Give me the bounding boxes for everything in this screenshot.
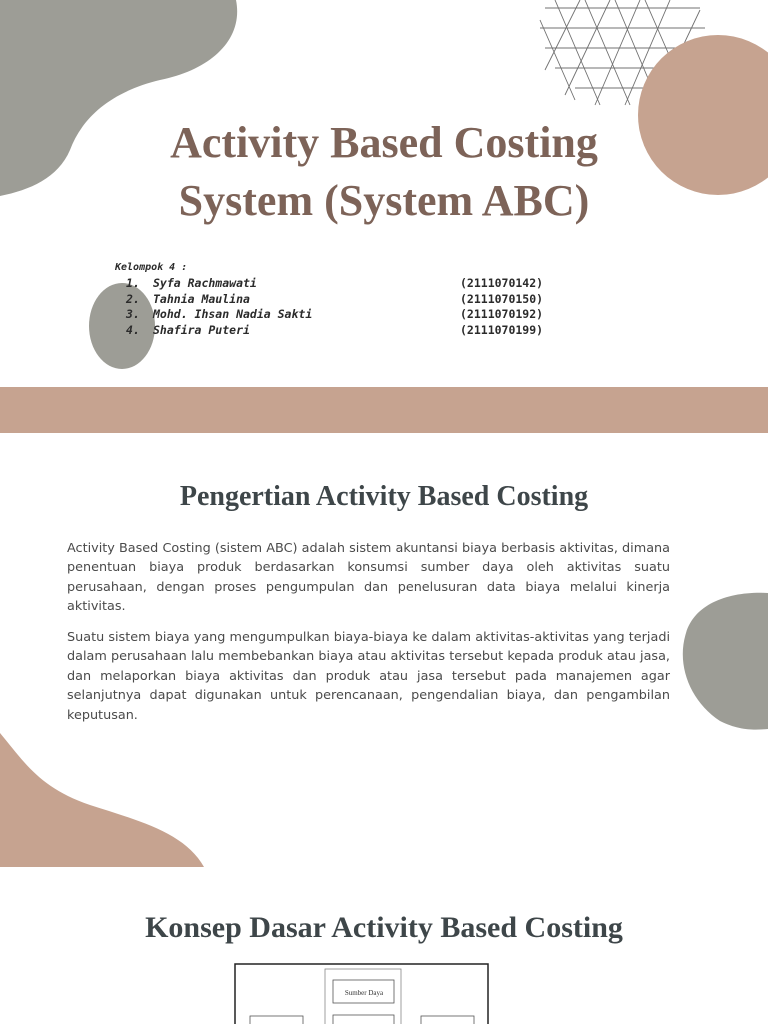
member-name: Tahnia Maulina [153,291,250,306]
concept-slide [0,867,768,1024]
definition-slide [0,433,768,867]
member-number: 1. [126,276,140,290]
tan-blob-bottom-left [0,733,204,867]
title-slide [0,0,768,387]
member-nim: (2111070199) [460,322,544,337]
member-list [115,262,544,338]
definition-paragraph-1: Activity Based Costing (sistem ABC) adalah sistem akuntansi biaya berbasis aktivitas, dimana penentuan biaya produk berdasarkan konsumsi sumber daya oleh aktivitas suatu perusahaan, dengan proses pengumpulan dan penelusuran data biaya melalui kinerja aktivitas. [67,541,670,615]
member-name: Shafira Puteri [153,322,250,337]
member-name: Syfa Rachmawati [153,276,257,290]
concept-diagram [234,963,490,1024]
diagram-label-sumber-daya: Sumber Daya [344,989,384,997]
presentation-title [0,114,768,230]
member-nim: (2111070192) [460,307,544,321]
member-row [115,307,544,323]
member-number: 3. [126,307,140,321]
member-row [115,322,544,339]
member-nim: (2111070150) [460,291,544,306]
member-number: 2. [126,291,140,306]
member-nim: (2111070142) [460,276,544,290]
member-number: 4. [126,322,140,337]
section-heading: Konsep Dasar Activity Based Costing [145,911,623,944]
sage-blob-right [683,593,768,730]
slide-divider-band [0,387,768,433]
member-name: Mohd. Ihsan Nadia Sakti [153,307,313,321]
title-line-1: Activity Based Costing [170,118,598,167]
member-row [115,291,544,308]
section-heading: Pengertian Activity Based Costing [179,481,589,512]
member-row [115,276,544,292]
title-line-2: System (System ABC) [178,176,590,225]
definition-paragraph-2: Suatu sistem biaya yang mengumpulkan biaya-biaya ke dalam aktivitas-aktivitas yang terjadi dalam perusahaan lalu membebankan biaya atau aktivitas tersebut kepada produk atau jasa, dan melaporkan biaya aktivitas dan produk atau jasa tersebut pada manajemen agar selanjutnya dapat digunakan untuk perencanaan, pengendalian biaya, dan pengambilan keputusan. [67,630,670,723]
group-label: Kelompok 4 : [115,262,188,273]
